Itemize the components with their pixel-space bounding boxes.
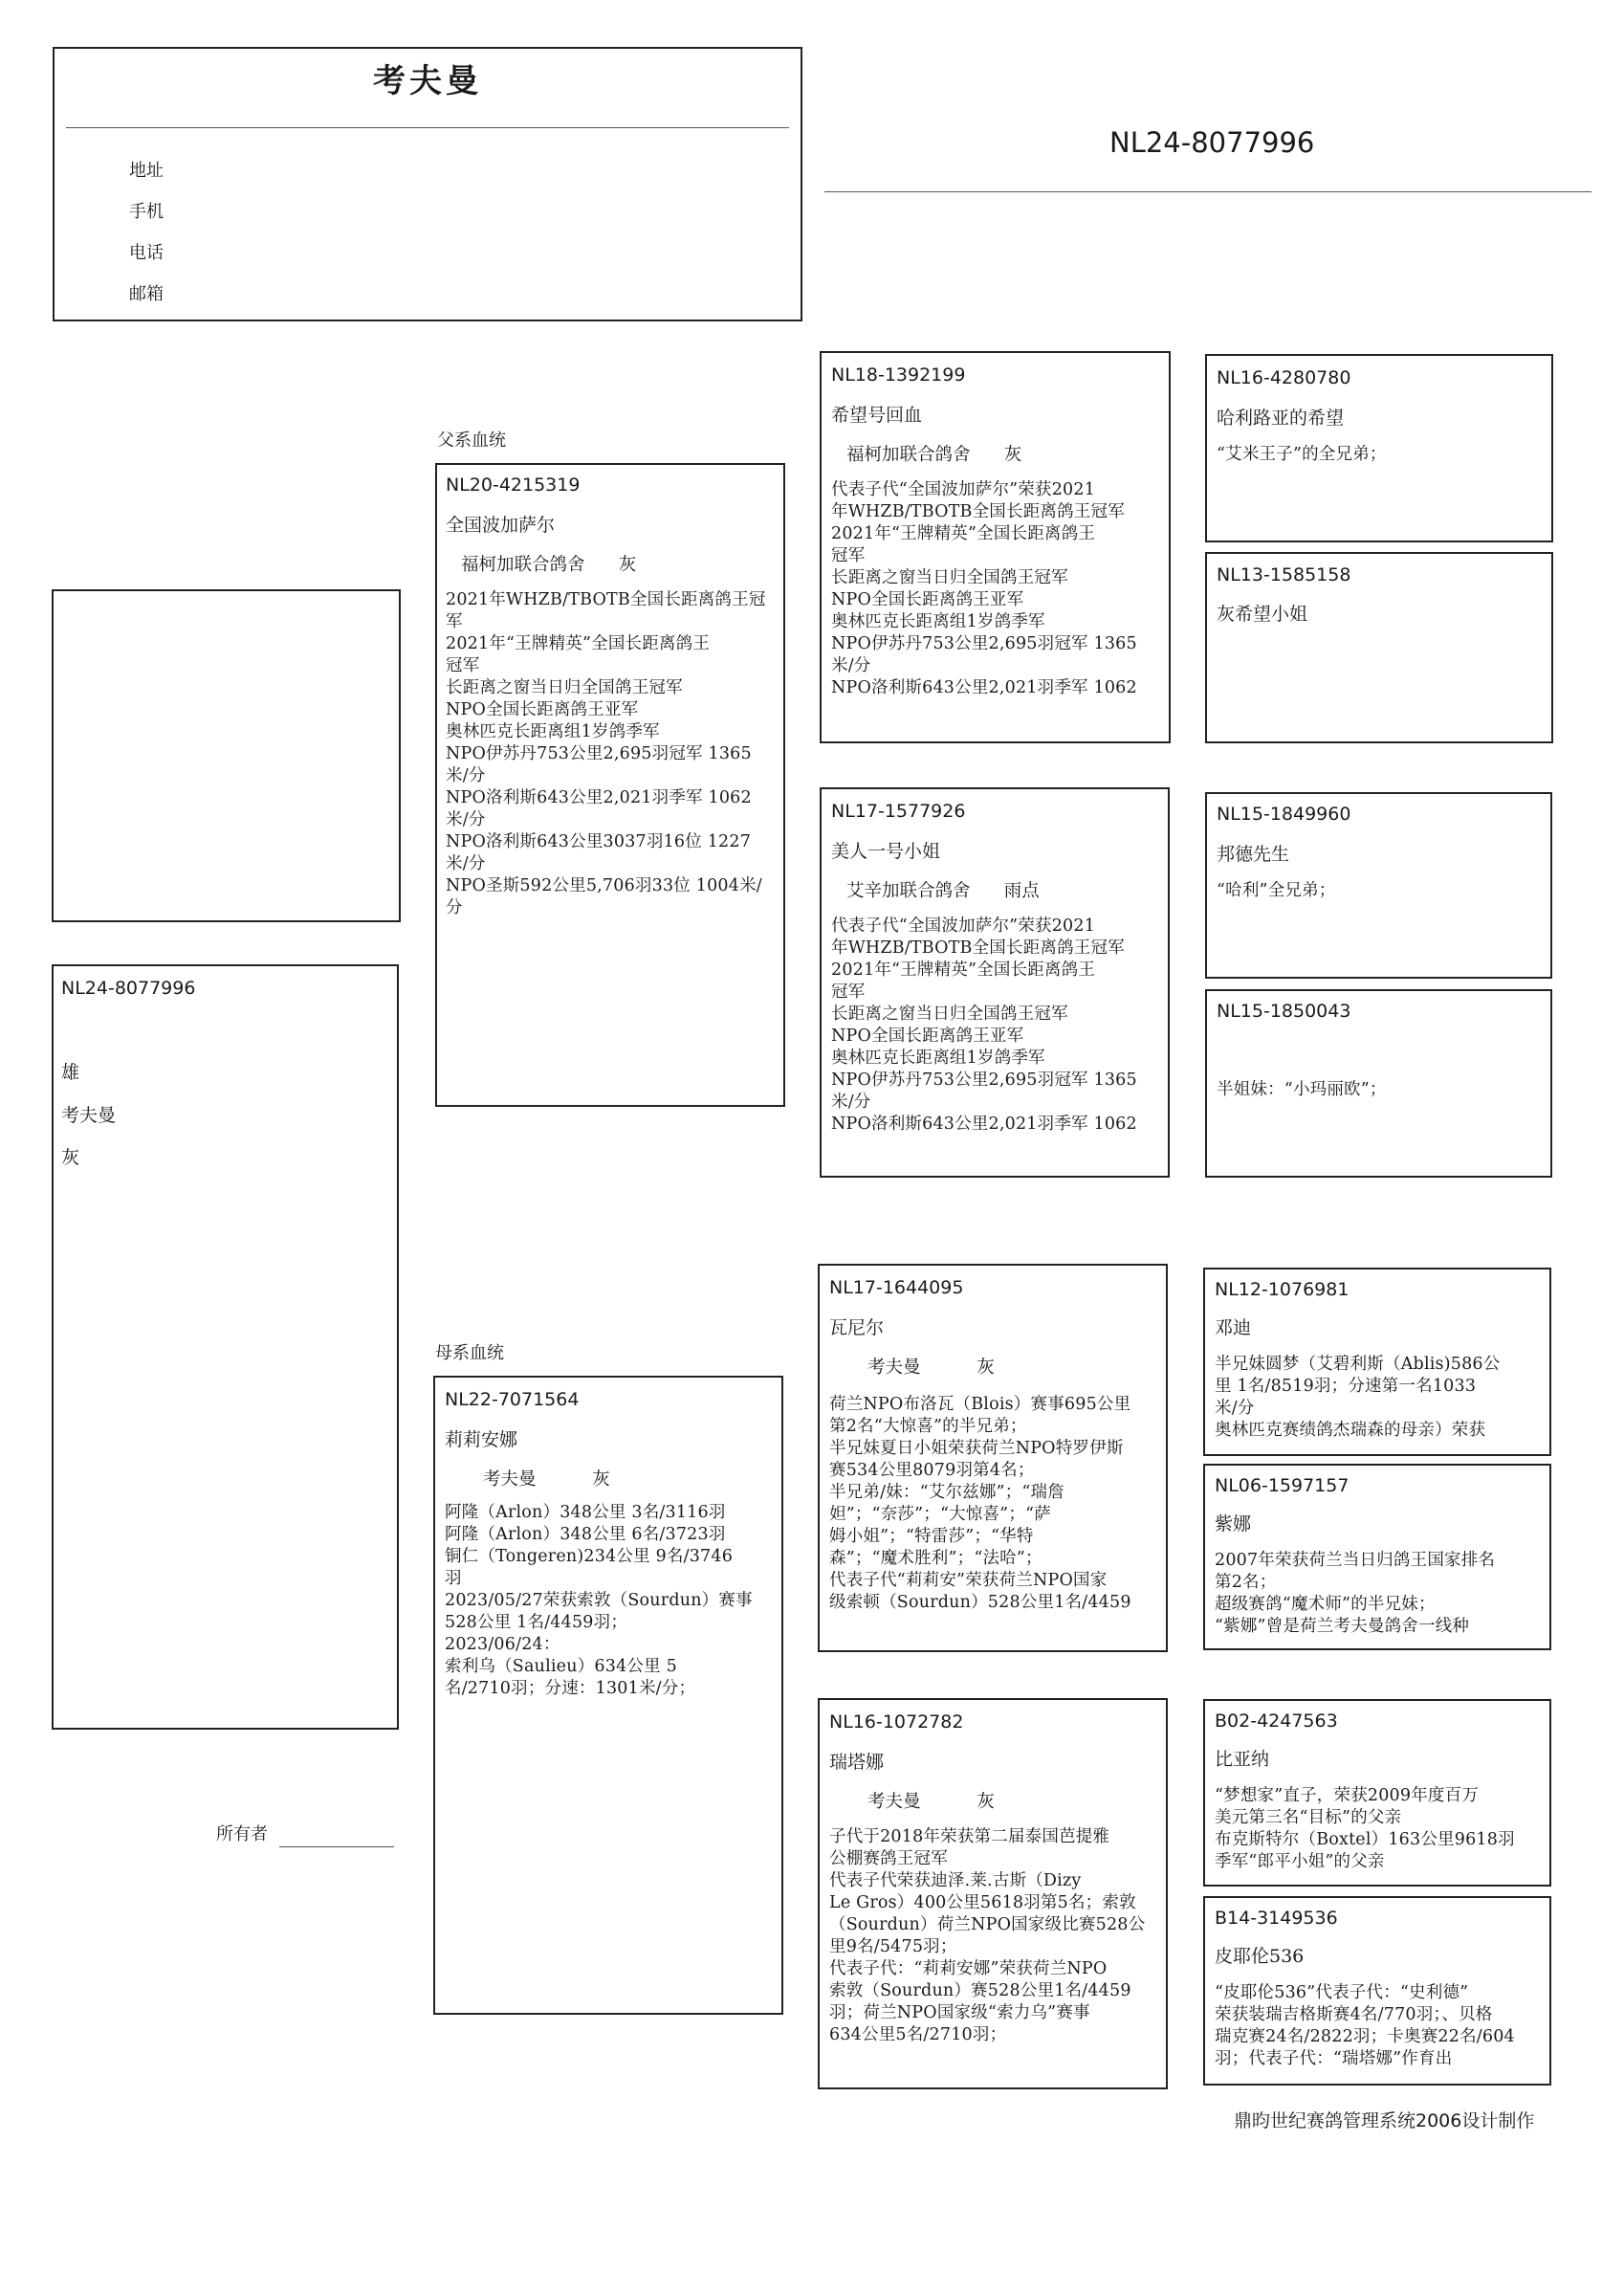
grandparent-loft-color: 考夫曼 灰 <box>867 1792 995 1812</box>
great-grandparent-name: 哈利路亚的希望 <box>1217 408 1345 429</box>
subject-color: 灰 <box>61 1147 80 1168</box>
grandparent-ring: NL17-1577926 <box>831 801 966 822</box>
software-footer: 鼎昀世纪赛鸽管理系统2006设计制作 <box>1234 2110 1535 2131</box>
great-grandparent-ring: NL15-1849960 <box>1217 804 1351 825</box>
breeder-header-box <box>53 47 802 321</box>
great-grandparent-box <box>1205 792 1552 979</box>
phone-label: 电话 <box>129 243 164 263</box>
great-grandparent-box <box>1203 1896 1551 2086</box>
grandparent-description: 子代于2018年荣获第二届泰国芭提雅 公棚赛鸽王冠军 代表子代荣获迪泽.莱.古斯（Dizy Le Gros）400公里5618羽第5名；索敦 （Sourdun）荷兰NPO国家级比赛528公 里9名/5475羽； 代表子代：“莉莉安娜”荣获荷兰NPO 索敦（Sourdun）赛528公里1名/4459 羽；荷兰NPO国家级“索力乌”赛事 634公里5名/2710羽； <box>829 1827 1146 2044</box>
grandparent-name: 瑞塔娜 <box>829 1752 885 1773</box>
grandparent-description: 代表子代“全国波加萨尔”荣获2021 年WHZB/TBOTB全国长距离鸽王冠军 2021年“王牌精英”全国长距离鸽王 冠军 长距离之窗当日归全国鸽王冠军 NPO全国长距离鸽王亚军 奥林匹克长距离组1岁鸽季军 NPO伊苏丹753公里2,695羽冠军 1365 米/分 NPO洛利斯643公里2,021羽季军 1062 <box>831 916 1137 1134</box>
subject-sex: 雄 <box>61 1062 80 1083</box>
great-grandparent-box <box>1203 1699 1551 1887</box>
grandparent-ring: NL17-1644095 <box>829 1277 964 1298</box>
photo-box <box>52 589 401 922</box>
great-grandparent-description: 半兄妹圆梦（艾碧利斯（Ablis)586公 里 1名/8519羽；分速第一名1033 米/分 奥林匹克赛绩鸽杰瑞森的母亲）荣获 <box>1215 1355 1501 1440</box>
dam-box <box>433 1376 783 2015</box>
subject-ring: NL24-8077996 <box>61 978 196 999</box>
sire-line-label: 父系血统 <box>437 430 506 451</box>
header-divider <box>66 127 789 128</box>
dam-ring: NL22-7071564 <box>445 1389 580 1410</box>
grandparent-name: 美人一号小姐 <box>831 841 941 862</box>
grandparent-description: 代表子代“全国波加萨尔”荣获2021 年WHZB/TBOTB全国长距离鸽王冠军 2021年“王牌精英”全国长距离鸽王 冠军 长距离之窗当日归全国鸽王冠军 NPO全国长距离鸽王亚军 奥林匹克长距离组1岁鸽季军 NPO伊苏丹753公里2,695羽冠军 1365 米/分 NPO洛利斯643公里2,021羽季军 1062 <box>831 480 1137 697</box>
great-grandparent-name: 灰希望小姐 <box>1217 604 1308 625</box>
great-grandparent-box <box>1205 552 1553 743</box>
great-grandparent-name: 皮耶伦536 <box>1215 1946 1305 1967</box>
great-grandparent-name: 紫娜 <box>1215 1513 1252 1534</box>
great-grandparent-box <box>1203 1464 1551 1650</box>
grandparent-box <box>820 787 1170 1178</box>
great-grandparent-ring: B02-4247563 <box>1215 1711 1338 1732</box>
dam-description: 阿隆（Arlon）348公里 3名/3116羽 阿隆（Arlon）348公里 6名/3723羽 铜仁（Tongeren)234公里 9名/3746 羽 2023/05/27荣获索敦（Sourdun）赛事 528公里 1名/4459羽； 2023/06/24： 索利乌（Saulieu）634公里 5 名/2710羽；分速：1301米/分； <box>445 1503 753 1698</box>
great-grandparent-ring: NL06-1597157 <box>1215 1475 1350 1496</box>
great-grandparent-box <box>1205 354 1553 542</box>
great-grandparent-ring: NL15-1850043 <box>1217 1001 1351 1022</box>
subject-breeder: 考夫曼 <box>61 1105 117 1126</box>
sire-box <box>435 463 785 1107</box>
header-ring-number: NL24-8077996 <box>1109 126 1315 159</box>
dam-name: 莉莉安娜 <box>445 1429 518 1450</box>
mobile-label: 手机 <box>129 202 164 222</box>
great-grandparent-description: 2007年荣获荷兰当日归鸽王国家排名 第2名； 超级赛鸽“魔术师”的半兄妹； “紫娜”曾是荷兰考夫曼鸽舍一线种 <box>1215 1551 1496 1636</box>
great-grandparent-ring: NL13-1585158 <box>1217 564 1351 585</box>
sire-loft-color: 福柯加联合鸽舍 灰 <box>461 555 637 575</box>
great-grandparent-description: “哈利”全兄弟； <box>1217 881 1336 900</box>
sire-ring: NL20-4215319 <box>446 475 581 496</box>
grandparent-name: 希望号回血 <box>831 405 923 426</box>
great-grandparent-box <box>1203 1268 1551 1456</box>
great-grandparent-description: “皮耶伦536”代表子代：“史利德” 荣获装瑞吉格斯赛4名/770羽；、贝格 瑞克赛24名/2822羽；卡奥赛22名/604 羽；代表子代：“瑞塔娜”作育出 <box>1215 1983 1515 2068</box>
great-grandparent-name: 邦德先生 <box>1217 844 1290 865</box>
grandparent-ring: NL18-1392199 <box>831 364 966 386</box>
dam-loft-color: 考夫曼 灰 <box>483 1469 610 1490</box>
address-label: 地址 <box>129 161 164 181</box>
sire-description: 2021年WHZB/TBOTB全国长距离鸽王冠 军 2021年“王牌精英”全国长距离鸽王 冠军 长距离之窗当日归全国鸽王冠军 NPO全国长距离鸽王亚军 奥林匹克长距离组1岁鸽季军 NPO伊苏丹753公里2,695羽冠军 1365 米/分 NPO洛利斯643公里2,021羽季军 1062 米/分 NPO洛利斯643公里3037羽16位 1227 米/分 NPO圣斯592公里5,706羽33位 1004米/ 分 <box>446 590 766 917</box>
owner-label: 所有者 <box>216 1824 268 1844</box>
grandparent-description: 荷兰NPO布洛瓦（Blois）赛事695公里 第2名“大惊喜”的半兄弟； 半兄妹夏日小姐荣获荷兰NPO特罗伊斯 赛534公里8079羽第4名； 半兄弟/妹：“艾尔兹娜”；“瑞詹 妲”；“奈莎”；“大惊喜”；“萨 姆小姐”；“特雷莎”；“华特 森”；“魔术胜利”；“法哈”； 代表子代“莉莉安”荣获荷兰NPO国家 级索顿（Sourdun）528公里1名/4459 <box>829 1395 1131 1612</box>
great-grandparent-name: 邓迪 <box>1215 1317 1252 1338</box>
sire-name: 全国波加萨尔 <box>446 515 556 536</box>
email-label: 邮箱 <box>129 284 164 304</box>
grandparent-loft-color: 艾辛加联合鸽舍 雨点 <box>846 881 1040 901</box>
great-grandparent-description: “梦想家”直子，荣获2009年度百万 美元第三名“目标”的父亲 布克斯特尔（Boxtel）163公里9618羽 季军“郎平小姐”的父亲 <box>1215 1786 1515 1871</box>
grandparent-loft-color: 考夫曼 灰 <box>867 1358 995 1378</box>
great-grandparent-ring: NL16-4280780 <box>1217 367 1351 388</box>
great-grandparent-description: “艾米王子”的全兄弟； <box>1217 445 1387 464</box>
grandparent-name: 瓦尼尔 <box>829 1317 885 1338</box>
great-grandparent-ring: NL12-1076981 <box>1215 1279 1350 1300</box>
great-grandparent-ring: B14-3149536 <box>1215 1908 1338 1929</box>
grandparent-ring: NL16-1072782 <box>829 1711 964 1733</box>
great-grandparent-box <box>1205 989 1552 1178</box>
breeder-name: 考夫曼 <box>373 62 482 100</box>
header-ring-underline <box>824 191 1591 192</box>
great-grandparent-description: 半姐妹：“小玛丽欧”； <box>1217 1080 1387 1099</box>
subject-box <box>52 964 399 1730</box>
grandparent-loft-color: 福柯加联合鸽舍 灰 <box>846 445 1022 465</box>
great-grandparent-name: 比亚纳 <box>1215 1749 1270 1770</box>
grandparent-box <box>818 1264 1168 1652</box>
owner-line <box>279 1846 394 1847</box>
grandparent-box <box>818 1698 1168 2089</box>
grandparent-box <box>820 351 1171 743</box>
dam-line-label: 母系血统 <box>435 1343 504 1363</box>
